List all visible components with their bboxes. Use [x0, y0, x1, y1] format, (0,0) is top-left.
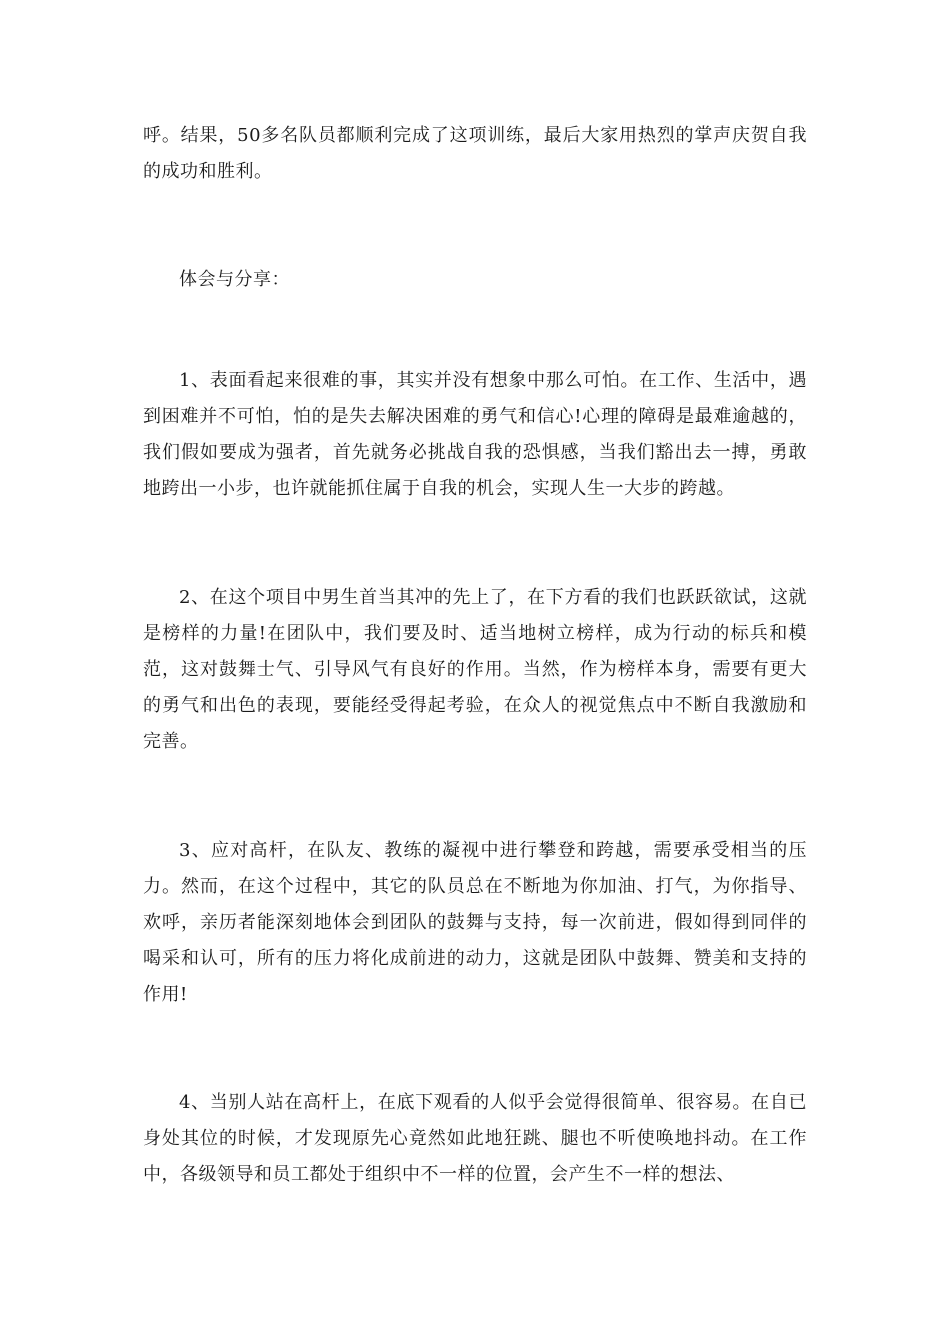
paragraph-continuation: 呼。结果，50多名队员都顺利完成了这项训练，最后大家用热烈的掌声庆贺自我的成功和胜利。 [143, 125, 807, 182]
section-heading: 体会与分享： [179, 269, 290, 290]
paragraph-point-4: 4、当别人站在高杆上，在底下观看的人似乎会觉得很简单、很容易。在自已身处其位的时候，才发现原先心竟然如此地狂跳、腿也不听使唤地抖动。在工作中，各级领导和员工都处于组织中不一样的位置，会产生不一样的想法、 [143, 1092, 807, 1185]
paragraph-point-1: 1、表面看起来很难的事，其实并没有想象中那么可怕。在工作、生活中，遇到困难并不可怕，怕的是失去解决困难的勇气和信心!心理的障碍是最难逾越的，我们假如要成为强者，首先就务必挑战自我的恐惧感，当我们豁出去一搏，勇敢地跨出一小步，也许就能抓住属于自我的机会，实现人生一大步的跨越。 [143, 370, 807, 499]
paragraph-point-3: 3、应对高杆，在队友、教练的凝视中进行攀登和跨越，需要承受相当的压力。然而，在这个过程中，其它的队员总在不断地为你加油、打气，为你指导、欢呼，亲历者能深刻地体会到团队的鼓舞与支持，每一次前进，假如得到同伴的喝采和认可，所有的压力将化成前进的动力，这就是团队中鼓舞、赞美和支持的作用! [143, 840, 807, 1005]
paragraph-point-2: 2、在这个项目中男生首当其冲的先上了，在下方看的我们也跃跃欲试，这就是榜样的力量!在团队中，我们要及时、适当地树立榜样，成为行动的标兵和模范，这对鼓舞士气、引导风气有良好的作用。当然，作为榜样本身，需要有更大的勇气和出色的表现，要能经受得起考验，在众人的视觉焦点中不断自我激励和完善。 [143, 587, 807, 752]
